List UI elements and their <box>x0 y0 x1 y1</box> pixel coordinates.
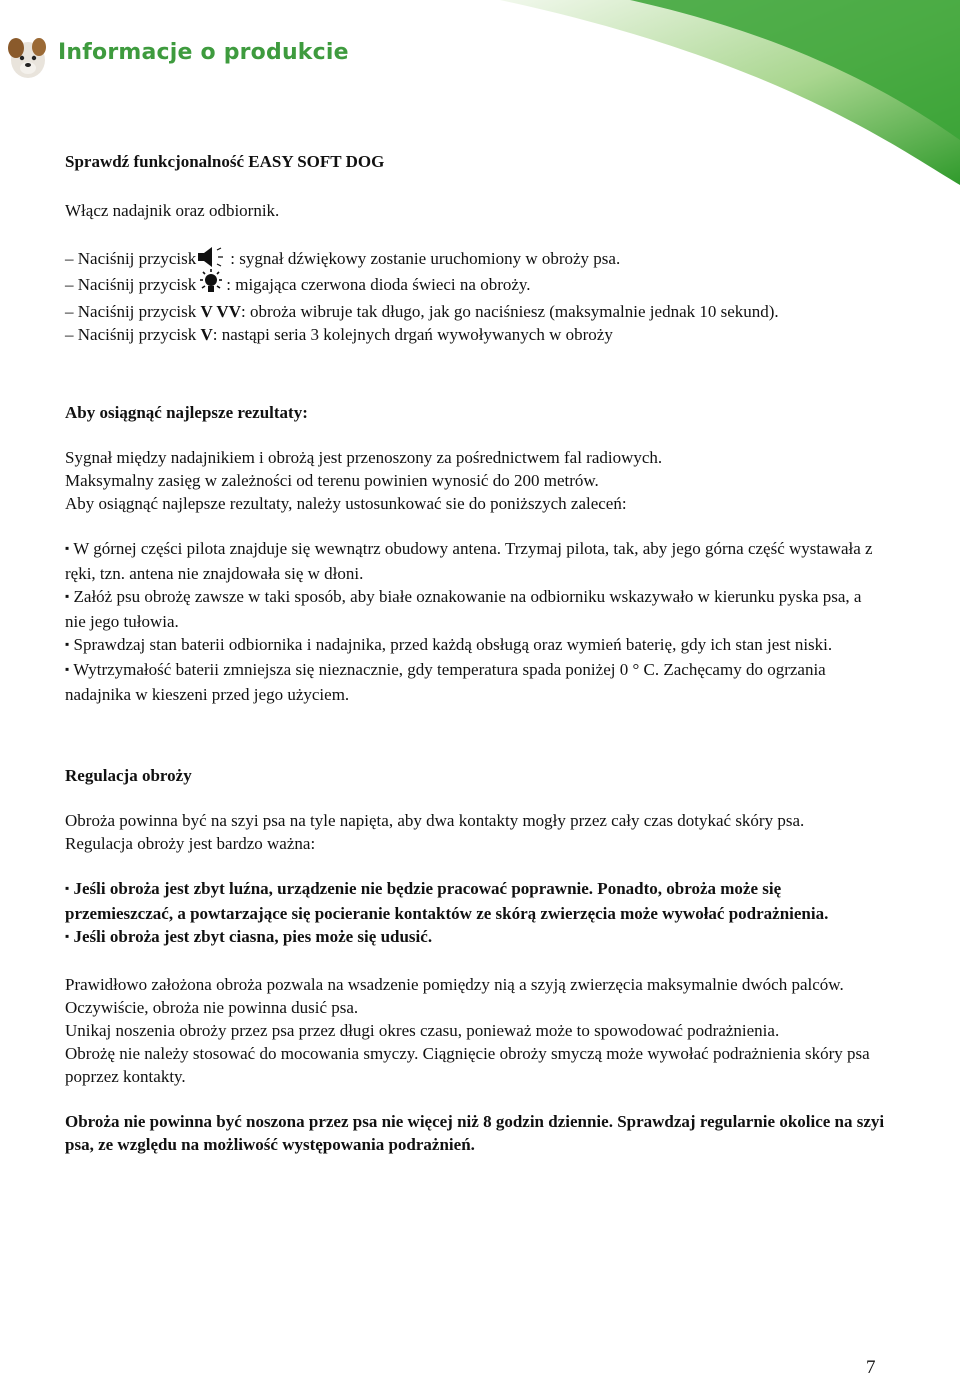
section-heading-collar-adjustment: Regulacja obroży <box>65 766 192 786</box>
document-body <box>65 150 885 1156</box>
tip-battery-check <box>65 633 885 658</box>
bullet-marker: ▪ <box>65 589 70 604</box>
bullet-marker: ▪ <box>65 881 70 896</box>
instruction-light-prefix: – Naciśnij przycisk <box>65 275 197 294</box>
instruction-sound <box>65 247 885 272</box>
instruction-sound-text: : sygnał dźwiękowy zostanie uruchomiony w obroży psa. <box>230 249 621 268</box>
light-bulb-icon <box>196 269 226 297</box>
intro-text: Włącz nadajnik oraz odbiornik. <box>65 201 280 220</box>
tip-battery-temperature <box>65 658 885 706</box>
instruction-light-text: : migająca czerwona dioda świeci na obroży. <box>226 275 531 294</box>
leash-warning-text: Obrożę nie należy stosować do mocowania smyczy. Ciągnięcie obroży smyczą może wywołać podrażnienia skóry psa poprzez kontakty. <box>65 1044 870 1087</box>
bullet-marker: ▪ <box>65 637 70 652</box>
instruction-vibration <box>65 300 885 323</box>
adjustment-importance-text: Regulacja obroży jest bardzo ważna: <box>65 834 316 854</box>
tip-collar-orientation <box>65 585 885 633</box>
instruction-series-text: : nastąpi seria 3 kolejnych drgań wywoływanych w obroży <box>212 325 613 345</box>
warning-too-tight-text: Jeśli obroża jest zbyt ciasna, pies może się udusić. <box>69 927 433 947</box>
recommendations-intro: Aby osiągnąć najlepsze rezultaty, należy ustosunkować sie do poniższych zaleceń: <box>65 494 627 514</box>
section-heading-best-results: Aby osiągnąć najlepsze rezultaty: <box>65 403 308 423</box>
wear-duration-text: Unikaj noszenia obroży przez psa przez długi okres czasu, ponieważ może to spowodować podrażnienia. <box>65 1021 780 1041</box>
instruction-series-prefix: – Naciśnij przycisk <box>65 325 201 345</box>
instruction-vibration-prefix: – Naciśnij przycisk <box>65 302 201 322</box>
warning-too-loose-text: Jeśli obroża jest zbyt luźna, urządzenie nie będzie pracować poprawnie. Ponadto, obroża może się przemieszczać, a powtarzające się pocieranie kontaktów ze skórą zwierzęcia może wywołać podrażnienia. <box>65 879 829 924</box>
button-label-vvv: V VV <box>200 302 241 322</box>
tip-battery-check-text: Sprawdzaj stan baterii odbiornika i nadajnika, przed każdą obsługą oraz wymień baterię, gdy ich stan jest niski. <box>69 635 833 655</box>
dog-logo-icon <box>2 30 54 82</box>
radio-signal-text: Sygnał między nadajnikiem i obrożą jest przenoszony za pośrednictwem fal radiowych. <box>65 448 663 468</box>
final-warning: Obroża nie powinna być noszona przez psa nie więcej niż 8 godzin dziennie. Sprawdzaj regularnie okolice na szyi psa, ze względu na możliwość występowania podrażnień. <box>65 1112 885 1155</box>
tip-battery-temperature-text: Wytrzymałość baterii zmniejsza się nieznacznie, gdy temperatura spada poniżej 0 ° C. Zachęcamy do ogrzania nadajnika w kieszeni przed jego użyciem. <box>65 660 826 705</box>
warning-too-loose <box>65 877 885 925</box>
section-heading-functionality: Sprawdź funkcjonalność EASY SOFT DOG <box>65 152 385 171</box>
button-label-v: V <box>200 325 213 345</box>
tip-collar-orientation-text: Załóż psu obrożę zawsze w taki sposób, aby białe oznakowanie na odbiorniku wskazywało w kierunku pyska psa, a nie jego tułowia. <box>65 587 862 632</box>
range-text: Maksymalny zasięg w zależności od terenu powinien wynosić do 200 metrów. <box>65 471 599 491</box>
warning-too-tight <box>65 925 885 950</box>
instruction-sound-prefix: – Naciśnij przycisk <box>65 249 197 268</box>
collar-tension-text: Obroża powinna być na szyi psa na tyle napięta, aby dwa kontakty mogły przez cały czas dotykać skóry psa. <box>65 811 805 831</box>
proper-fit-text: Prawidłowo założona obroża pozwala na wsadzenie pomiędzy nią a szyją zwierzęcia maksymalnie dwóch palców. Oczywiście, obroża nie powinna dusić psa. <box>65 975 844 1018</box>
tip-antenna-text: W górnej części pilota znajduje się wewnątrz obudowy antena. Trzymaj pilota, tak, aby jego górna część wystawała z ręki, tzn. antena nie znajdowała się w dłoni. <box>65 539 873 584</box>
bullet-marker: ▪ <box>65 662 70 677</box>
instruction-vibration-text: : obroża wibruje tak długo, jak go naciśniesz (maksymalnie jednak 10 sekund). <box>240 302 779 322</box>
instruction-light <box>65 272 885 300</box>
instruction-series <box>65 323 885 346</box>
page-number: 7 <box>866 1357 876 1378</box>
bullet-marker: ▪ <box>65 541 70 556</box>
bullet-marker: ▪ <box>65 929 70 944</box>
tip-antenna <box>65 537 885 585</box>
speaker-icon <box>196 245 230 269</box>
header-title: Informacje o produkcie <box>58 40 349 65</box>
